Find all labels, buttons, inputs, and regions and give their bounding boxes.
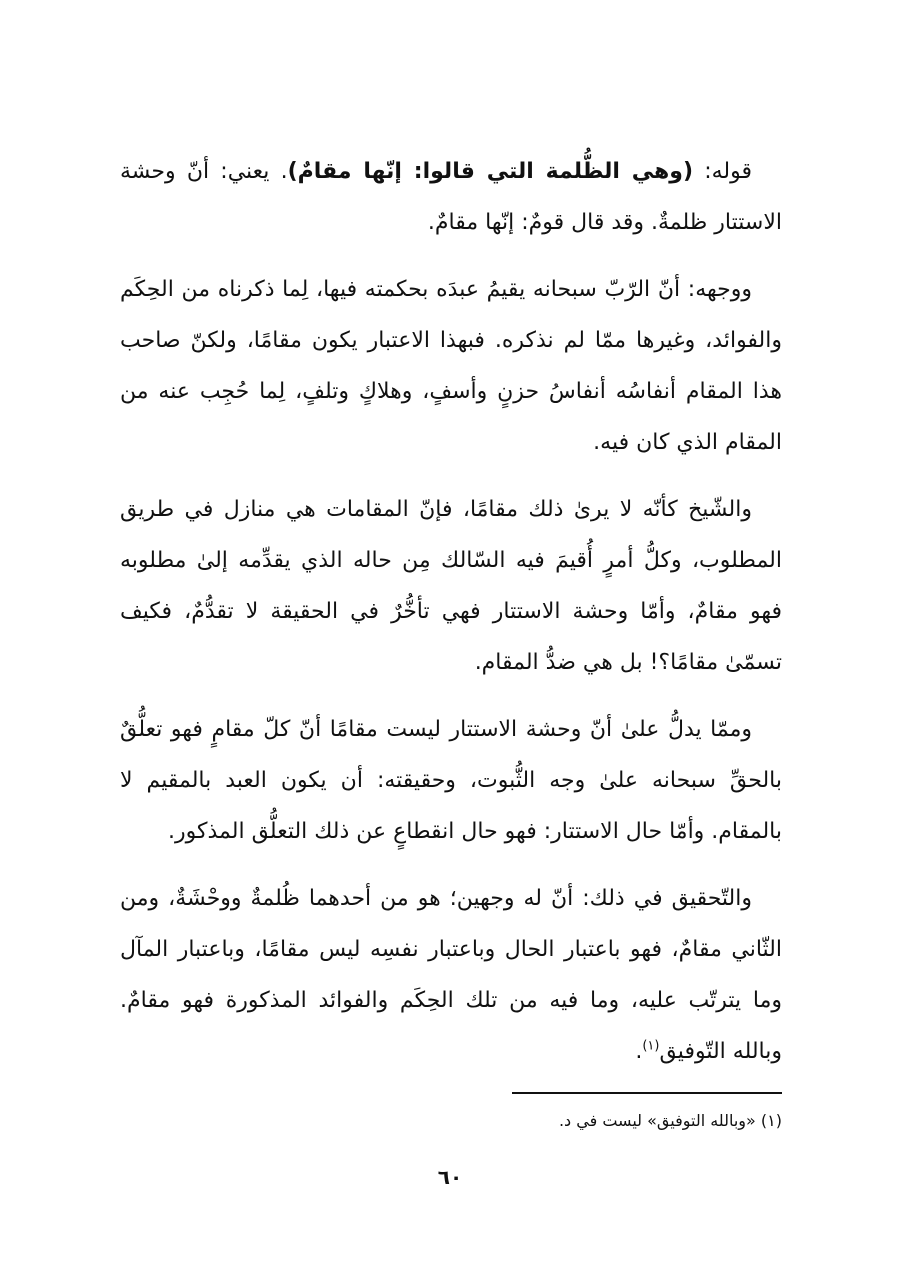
footnote-text: «وبالله التوفيق» ليست في د. bbox=[558, 1111, 756, 1130]
paragraph-5-tail: . bbox=[635, 1039, 643, 1064]
paragraph-1-suffix: . يعني: أنّ وحشة الاستتار ظلمةٌ. وقد قال قومٌ: إنّها مقامٌ. bbox=[120, 159, 782, 235]
footnote-separator bbox=[512, 1092, 782, 1094]
quoted-phrase: (وهي الظُّلمة التي قالوا: إنّها مقامٌ) bbox=[287, 159, 694, 184]
main-text bbox=[120, 146, 782, 1093]
paragraph-3: والشّيخ كأنّه لا يرىٰ ذلك مقامًا، فإنّ المقامات هي منازل في طريق المطلوب، وكلُّ أمرٍ أُقيمَ فيه السّالك مِن حاله الذي يقدِّمه إلىٰ مطلوبه فهو مقامٌ، وأمّا وحشة الاستتار فهي تأخُّرٌ في الحقيقة لا تقدُّمٌ، فكيف تسمّىٰ مقامًا؟! بل هي ضدُّ المقام. bbox=[120, 497, 782, 675]
footnote bbox=[282, 1104, 782, 1138]
footnote-reference: (١) bbox=[642, 1038, 660, 1054]
paragraph-4: وممّا يدلُّ علىٰ أنّ وحشة الاستتار ليست مقامًا أنّ كلّ مقامٍ فهو تعلُّقٌ بالحقِّ سبحانه علىٰ وجه الثُّبوت، وحقيقته: أن يكون العبد بالمقيم لا بالمقام. وأمّا حال الاستتار: فهو حال انقطاعٍ عن ذلك التعلُّق المذكور. bbox=[120, 717, 782, 844]
footnote-marker: (١) bbox=[760, 1111, 782, 1130]
page-number: ٦٠ bbox=[437, 1165, 463, 1189]
paragraph-5-text: والتّحقيق في ذلك: أنّ له وجهين؛ هو من أحدهما ظُلمةٌ ووحْشَةٌ، ومن الثّاني مقامٌ، فهو باعتبار الحال وباعتبار نفسِه ليس مقامًا، وباعتبار المآل وما يترتّب عليه، وما فيه من تلك الحِكَم والفوائد المذكورة فهو مقامٌ. وبالله التّوفيق bbox=[120, 886, 782, 1064]
paragraph-1 bbox=[120, 146, 782, 248]
paragraph-5 bbox=[120, 873, 782, 1077]
paragraph-2: ووجهه: أنّ الرّبّ سبحانه يقيمُ عبدَه بحكمته فيها، لِما ذكرناه من الحِكَم والفوائد، وغيرها ممّا لم نذكره. فبهذا الاعتبار يكون مقامًا، ولكنّ صاحب هذا المقام أنفاسُه أنفاسُ حزنٍ وأسفٍ، وهلاكٍ وتلفٍ، لِما حُجِب عنه من المقام الذي كان فيه. bbox=[120, 277, 782, 455]
paragraph-1-prefix: قوله: bbox=[693, 159, 752, 184]
